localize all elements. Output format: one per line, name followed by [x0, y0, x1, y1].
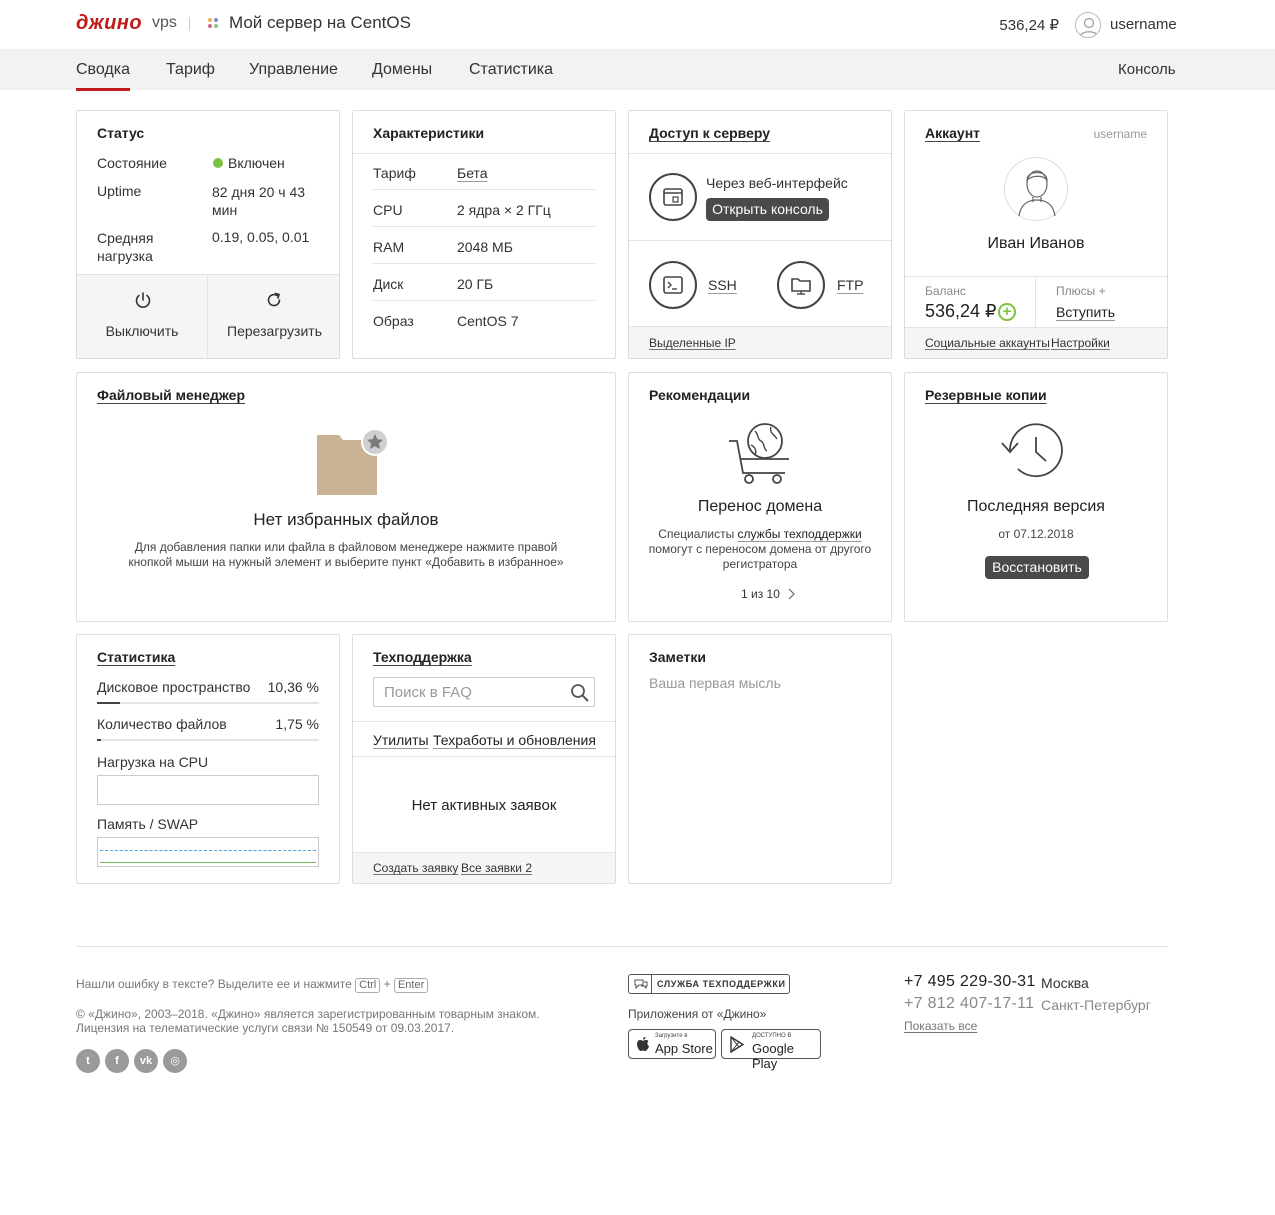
city-spb: Санкт-Петербург: [1041, 997, 1151, 1013]
no-favorites-text-line: Для добавления папки или файла в файловом менеджере нажмите правой: [134, 540, 558, 554]
google-play-icon: [729, 1036, 745, 1053]
spec-tariff-link[interactable]: Бета: [457, 165, 488, 181]
app-store-text: App Store: [655, 1041, 713, 1056]
memory-line: [100, 862, 316, 863]
ctrl-key: Ctrl: [355, 978, 380, 993]
console-link[interactable]: Консоль: [1118, 61, 1176, 78]
divider: [373, 263, 595, 264]
recommendation-title: Перенос домена: [697, 498, 823, 515]
files-count-bar: [97, 739, 319, 741]
support-badge-label: СЛУЖБА ТЕХПОДДЕРЖКИ: [657, 979, 786, 989]
access-title[interactable]: Доступ к серверу: [649, 125, 771, 141]
apple-icon: [636, 1036, 650, 1052]
support-footer: [353, 852, 615, 883]
state-value: Включен: [228, 155, 285, 171]
recommendation-text: [639, 527, 881, 572]
spec-label: Образ: [373, 313, 414, 329]
cpu-load-graph: [97, 775, 319, 805]
support-title[interactable]: Техподдержка: [373, 649, 472, 665]
ftp-folder-icon[interactable]: [777, 261, 825, 309]
instagram-icon[interactable]: ◎: [163, 1049, 187, 1073]
app-store-button[interactable]: [628, 1029, 716, 1059]
app-store-small-text: Загрузите в: [655, 1033, 688, 1039]
facebook-icon[interactable]: f: [105, 1049, 129, 1073]
swap-line: [100, 850, 316, 851]
statistics-card: [76, 634, 340, 884]
copyright-line: © «Джино», 2003–2018. «Джино» является зарегистрированным товарным знаком.: [76, 1007, 540, 1021]
access-footer: [629, 326, 891, 358]
support-badge[interactable]: [628, 974, 790, 994]
power-icon: [134, 291, 152, 309]
backups-title[interactable]: Резервные копии: [925, 387, 1047, 403]
tab-statistics[interactable]: Статистика: [469, 61, 554, 78]
memory-swap-graph: [97, 837, 319, 867]
memory-swap-label: Память / SWAP: [97, 816, 199, 832]
shutdown-button[interactable]: [77, 275, 207, 359]
social-accounts-link[interactable]: Социальные аккаунты: [925, 336, 1050, 350]
tab-tariff[interactable]: Тариф: [166, 61, 215, 78]
faq-search-placeholder: Поиск в FAQ: [384, 684, 472, 701]
notes-placeholder: Ваша первая мысль: [649, 675, 781, 691]
no-tickets-text: Нет активных заявок: [411, 797, 557, 814]
tab-summary[interactable]: Сводка: [76, 61, 131, 78]
balance-label: Баланс: [925, 284, 966, 298]
account-footer: [905, 327, 1167, 358]
divider: [373, 300, 595, 301]
account-avatar-icon[interactable]: [1004, 157, 1068, 221]
badge-divider: [651, 975, 652, 993]
no-favorites-text: [77, 540, 615, 570]
chat-icon: [634, 978, 648, 990]
shutdown-label: Выключить: [105, 323, 179, 339]
balance-value: 536,24 ₽: [925, 301, 997, 321]
copyright-line: Лицензия на телематические услуги связи № 150549 от 09.03.2017.: [76, 1021, 455, 1035]
account-card: [904, 110, 1168, 359]
enter-key: Enter: [394, 978, 428, 993]
notes-card: [628, 634, 892, 884]
ftp-link[interactable]: FTP: [837, 277, 864, 293]
cpu-load-label: Нагрузка на CPU: [97, 754, 209, 770]
add-funds-icon[interactable]: +: [998, 303, 1016, 321]
account-username: username: [1093, 127, 1147, 141]
recommendation-pager: 1 из 10: [741, 587, 780, 601]
google-play-button[interactable]: [721, 1029, 821, 1071]
utilities-link[interactable]: Утилиты: [373, 732, 429, 748]
google-play-text: Google Play: [752, 1041, 794, 1071]
header-divider: [189, 17, 190, 31]
google-play-small-text: ДОСТУПНО В: [752, 1033, 792, 1039]
join-link[interactable]: Вступить: [1056, 304, 1116, 320]
file-manager-card: [76, 372, 616, 622]
divider: [629, 240, 891, 241]
spec-label: Тариф: [373, 165, 416, 181]
show-all-phones-link[interactable]: Показать все: [904, 1019, 978, 1033]
divider: [373, 189, 595, 190]
spec-label: CPU: [373, 202, 403, 218]
account-title[interactable]: Аккаунт: [925, 125, 981, 141]
reboot-label: Перезагрузить: [227, 323, 322, 339]
no-favorites-title: Нет избранных файлов: [253, 510, 439, 529]
divider: [905, 276, 1167, 277]
header-username[interactable]: username: [1110, 16, 1177, 33]
load-value: 0.19, 0.05, 0.01: [212, 229, 310, 245]
recommendation-text-part: Специалисты: [658, 527, 738, 541]
logo[interactable]: джино: [76, 12, 143, 34]
spec-value: CentOS 7: [457, 313, 519, 329]
no-favorites-text-line: кнопкой мыши на нужный элемент и выберите пункт «Добавить в избранное»: [128, 555, 564, 569]
divider: [353, 721, 615, 722]
specs-card: [352, 110, 616, 359]
last-backup-title: Последняя версия: [967, 498, 1105, 515]
files-count-value: 1,75 %: [275, 716, 319, 732]
user-avatar-icon[interactable]: [1075, 12, 1101, 38]
status-title: Статус: [97, 125, 145, 141]
disk-usage-label: Дисковое пространство: [97, 679, 251, 695]
search-icon[interactable]: [570, 683, 590, 703]
ssh-link[interactable]: SSH: [708, 277, 737, 293]
copyright: [76, 1007, 540, 1035]
divider: [373, 226, 595, 227]
statistics-title[interactable]: Статистика: [97, 649, 176, 665]
backups-card: [904, 372, 1168, 622]
city-moscow: Москва: [1041, 975, 1089, 991]
maintenance-link[interactable]: Техработы и обновления: [433, 732, 596, 748]
reboot-button[interactable]: [208, 275, 340, 359]
last-backup-date: от 07.12.2018: [998, 527, 1074, 541]
divider: [353, 153, 615, 154]
ssh-terminal-icon[interactable]: [649, 261, 697, 309]
state-label: Состояние: [97, 155, 167, 171]
files-count-label: Количество файлов: [97, 716, 227, 732]
main-nav: [0, 49, 1275, 90]
support-card: [352, 634, 616, 884]
recommendations-title: Рекомендации: [649, 387, 751, 403]
web-console-icon[interactable]: [649, 173, 697, 221]
spec-value: 20 ГБ: [457, 276, 494, 292]
restore-button[interactable]: Восстановить: [985, 556, 1089, 579]
divider: [1035, 276, 1036, 329]
create-ticket-link[interactable]: Создать заявку: [373, 861, 459, 875]
faq-search-input[interactable]: [373, 677, 595, 707]
web-interface-label: Через веб-интерфейс: [706, 175, 848, 191]
divider: [353, 756, 615, 757]
state-dot-icon: [213, 158, 223, 168]
spec-value: 2 ядра × 2 ГГц: [457, 202, 551, 218]
error-report-label: Нашли ошибку в тексте? Выделите ее и нажмите: [76, 977, 352, 991]
disk-usage-bar-fill: [97, 702, 120, 704]
dedicated-ip-link[interactable]: Выделенные IP: [649, 336, 736, 350]
server-title: Мой сервер на CentOS: [229, 13, 411, 32]
history-clock-icon: [1000, 421, 1070, 483]
notes-textarea[interactable]: [649, 675, 871, 865]
phone-spb[interactable]: +7 812 407-17-11: [904, 995, 1035, 1012]
error-report-text: [76, 977, 428, 993]
phone-moscow[interactable]: +7 495 229-30-31: [904, 973, 1036, 990]
settings-link[interactable]: Настройки: [1051, 336, 1110, 350]
disk-usage-value: 10,36 %: [267, 679, 319, 695]
support-service-link[interactable]: службы техподдержки: [737, 527, 862, 541]
file-manager-title[interactable]: Файловый менеджер: [97, 387, 246, 403]
plus-sign: +: [383, 977, 391, 991]
uptime-value: 82 дня 20 ч 43 мин: [212, 184, 306, 218]
server-icon: [206, 16, 220, 30]
domain-transfer-cart-icon: [727, 417, 797, 485]
favorite-folder-icon: [315, 427, 393, 497]
divider: [629, 153, 891, 154]
spec-value: 2048 МБ: [457, 239, 513, 255]
spec-label: Диск: [373, 276, 404, 292]
recommendation-text-line: регистратора: [722, 557, 798, 571]
reload-icon: [265, 291, 283, 309]
recommendation-text-line: помогут с переносом домена от другого: [648, 542, 872, 556]
specs-title: Характеристики: [373, 125, 485, 141]
all-tickets-link[interactable]: Все заявки 2: [461, 861, 533, 875]
chevron-right-icon[interactable]: [787, 588, 795, 600]
notes-title: Заметки: [649, 649, 706, 665]
footer-divider: [76, 946, 1168, 947]
tab-domains[interactable]: Домены: [372, 61, 433, 78]
open-console-button[interactable]: Открыть консоль: [706, 198, 829, 221]
header: [0, 0, 1275, 49]
header-balance[interactable]: 536,24 ₽: [999, 17, 1059, 34]
status-card: [76, 110, 340, 359]
apps-label: Приложения от «Джино»: [628, 1007, 767, 1021]
disk-usage-bar: [97, 702, 319, 704]
twitter-icon[interactable]: t: [76, 1049, 100, 1073]
plus-label: Плюсы +: [1056, 284, 1106, 298]
spec-label: RAM: [373, 239, 405, 255]
access-card: [628, 110, 892, 359]
logo-product: vps: [152, 14, 177, 31]
account-name: Иван Иванов: [987, 235, 1085, 252]
recommendations-card: [628, 372, 892, 622]
power-actions: [77, 274, 339, 358]
tab-management[interactable]: Управление: [249, 61, 338, 78]
vk-icon[interactable]: vk: [134, 1049, 158, 1073]
load-label: Средняя нагрузка: [97, 230, 154, 264]
uptime-label: Uptime: [97, 183, 142, 199]
files-count-bar-fill: [97, 739, 101, 741]
